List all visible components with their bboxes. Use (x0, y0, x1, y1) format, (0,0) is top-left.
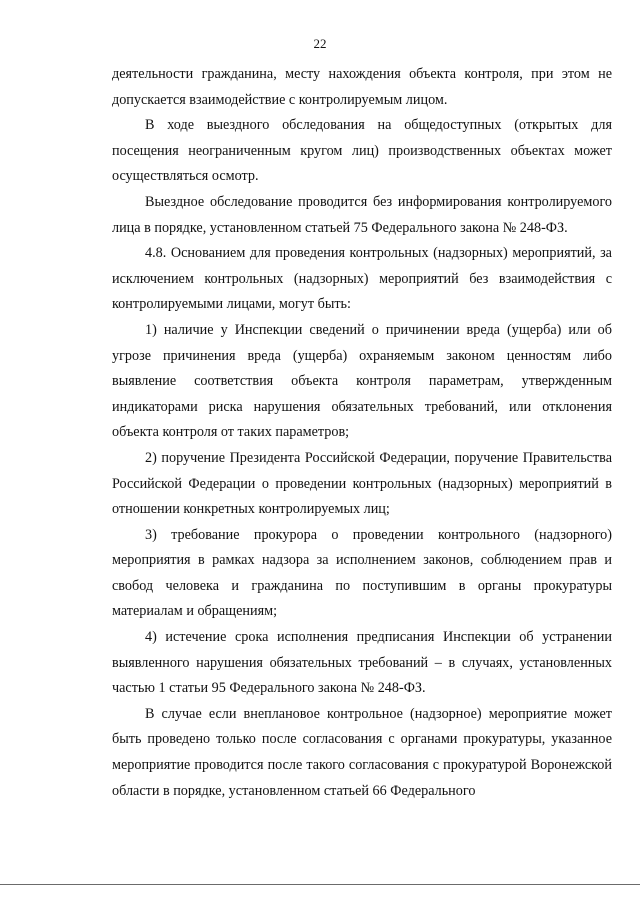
list-item-4: 4) истечение срока исполнения предписания Инспекции об устранении выявленного нарушения обязательных требований – в случаях, установленных частью 1 статьи 95 Федерального закона № 248-ФЗ. (112, 629, 612, 697)
paragraph-continuation: деятельности гражданина, месту нахождения объекта контроля, при этом не допускается взаимодействие с контролируемым лицом. (112, 66, 612, 108)
paragraph-field-survey-no-notice: Выездное обследование проводится без информирования контролируемого лица в порядке, установленном статьей 75 Федерального закона № 248-ФЗ. (112, 193, 612, 236)
page-number: 22 (313, 36, 327, 51)
paragraph-prosecutor-approval: В случае если внеплановое контрольное (надзорное) мероприятие может быть проведено только после согласования с органами прокуратуры, указанное мероприятие проводится после такого согласования с прокуратурой Воронежской области в порядке, установленном статьей 66 Федерального (112, 705, 612, 799)
document-body (112, 62, 612, 804)
paragraph-section-4-8: 4.8. Основанием для проведения контрольных (надзорных) мероприятий, за исключением контрольных (надзорных) мероприятий без взаимодействия с контролируемыми лицами, могут быть: (112, 245, 612, 313)
list-item-1: 1) наличие у Инспекции сведений о причинении вреда (ущерба) или об угрозе причинения вреда (ущерба) охраняемым законом ценностям либо выявление соответствия объекта контроля параметрам, утвержденным индикаторами риска нарушения обязательных требований, или отклонения объекта контроля от таких параметров; (112, 321, 612, 441)
page-bottom-divider (0, 884, 640, 885)
paragraph-field-survey-inspection: В ходе выездного обследования на общедоступных (открытых для посещения неограниченным кругом лиц) производственных объектах может осуществляться осмотр. (112, 117, 612, 185)
list-item-3: 3) требование прокурора о проведении контрольного (надзорного) мероприятия в рамках надзора за исполнением законов, соблюдением прав и свобод человека и гражданина по поступившим в органы прокуратуры материалам и обращениям; (112, 526, 612, 620)
list-item-2: 2) поручение Президента Российской Федерации, поручение Правительства Российской Федерации о проведении контрольных (надзорных) мероприятий в отношении конкретных контролируемых лиц; (112, 449, 612, 518)
